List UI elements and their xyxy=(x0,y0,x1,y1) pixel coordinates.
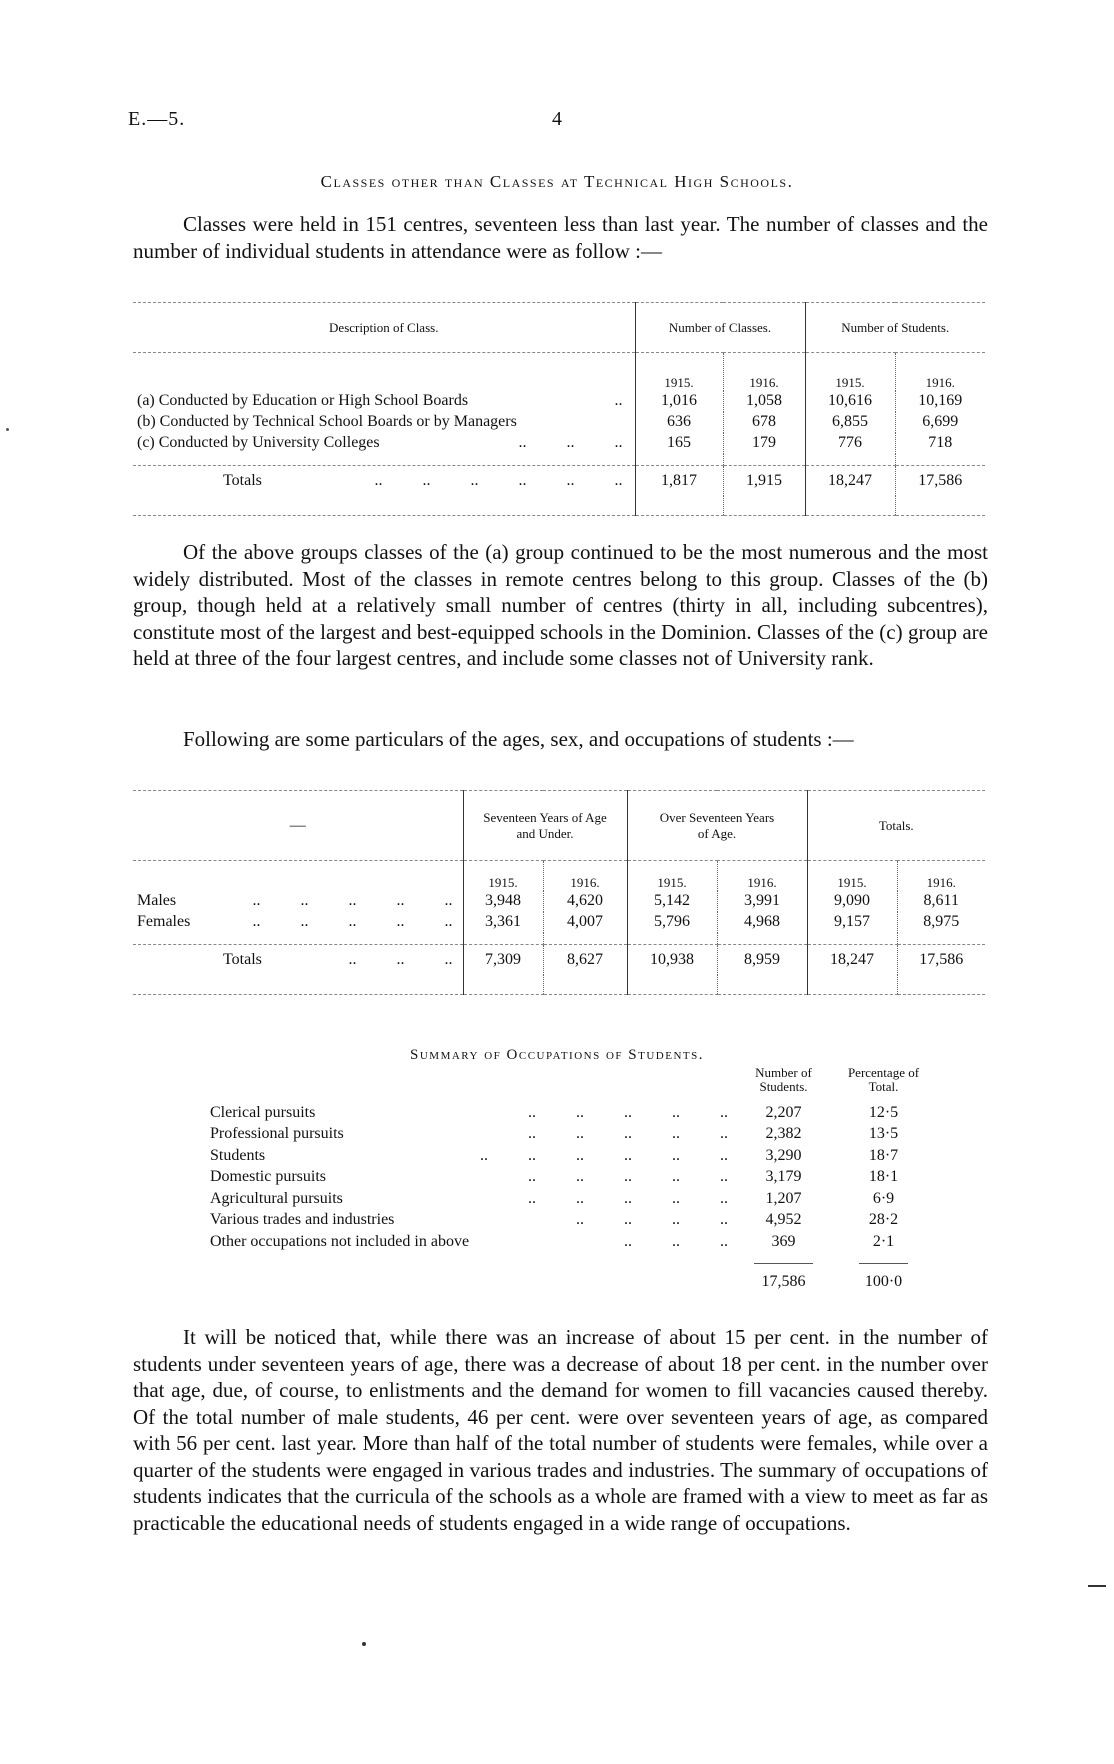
cell: 4,952 xyxy=(765,1211,802,1229)
cell: 8,975 xyxy=(897,912,985,933)
col-number-of-classes: Number of Classes. xyxy=(635,303,805,353)
cell: 2·1 xyxy=(872,1232,895,1250)
document-reference: E.—5. xyxy=(128,108,186,130)
section-title xyxy=(0,172,1114,192)
table-header-row xyxy=(133,791,985,861)
col-number-of-students: Number of Students. xyxy=(755,1065,812,1094)
cell: 8,611 xyxy=(897,891,985,912)
dot-leader: .. .. .. .. .. xyxy=(528,1168,728,1186)
row-label: (a) Conducted by Education or High School Boards xyxy=(137,392,469,409)
cell: 10,616 xyxy=(805,391,895,412)
year-row xyxy=(133,353,985,391)
cell: 3,290 xyxy=(765,1146,802,1164)
following-paragraph xyxy=(133,726,988,753)
totals-row xyxy=(133,945,985,975)
cell: 13·5 xyxy=(868,1125,899,1143)
table-row xyxy=(206,1167,936,1189)
cell: 6·9 xyxy=(872,1189,895,1207)
table-row xyxy=(206,1231,936,1253)
dot-leader: .. xyxy=(614,392,623,409)
row-label: Agricultural pursuits xyxy=(210,1189,343,1207)
table-row xyxy=(133,412,985,433)
cell: 6,699 xyxy=(895,412,985,433)
year-label: 1916. xyxy=(723,353,805,391)
table-row xyxy=(133,433,985,454)
ages-sex-table xyxy=(133,790,985,995)
cell: 369 xyxy=(771,1232,796,1250)
intro-text: Classes were held in 151 centres, seventeen less than last year. The number of classes and the number of individual students in attendance were as follow :— xyxy=(133,212,988,263)
cell: 4,007 xyxy=(543,912,627,933)
table-row xyxy=(206,1210,936,1232)
cell: 10,938 xyxy=(627,945,717,975)
dot-leader: .. .. .. .. .. xyxy=(252,913,453,930)
dot-leader: .. .. .. .. .. xyxy=(528,1189,728,1207)
dot-leader: .. .. .. xyxy=(624,1232,728,1250)
cell: 10,169 xyxy=(895,391,985,412)
section-title-text: Classes other than Classes at Technical High Schools. xyxy=(320,172,794,191)
cell: 9,157 xyxy=(807,912,897,933)
totals-label: Totals xyxy=(223,950,262,968)
margin-dash xyxy=(1088,1585,1106,1587)
year-label: 1915. xyxy=(463,861,543,891)
cell: 18,247 xyxy=(805,466,895,496)
summary-title xyxy=(0,1047,1114,1064)
cell: 1,016 xyxy=(635,391,723,412)
sum-rule xyxy=(859,1263,908,1264)
year-label: 1915. xyxy=(805,353,895,391)
cell: 179 xyxy=(723,433,805,454)
dot-leader: .. .. .. .. .. xyxy=(252,892,453,909)
row-label: (b) Conducted by Technical School Boards or by Managers xyxy=(137,413,517,430)
table-header-row xyxy=(206,1066,936,1102)
col-number-of-students: Number of Students. xyxy=(805,303,985,353)
table-row xyxy=(206,1188,936,1210)
table-row xyxy=(133,891,985,912)
cell: 18·7 xyxy=(868,1146,899,1164)
intro-paragraph xyxy=(133,211,988,264)
dot-leader: .. .. .. xyxy=(518,434,623,451)
cell: 718 xyxy=(895,433,985,454)
col-blank: — xyxy=(133,791,463,861)
table-row xyxy=(133,391,985,412)
cell: 12·5 xyxy=(868,1103,899,1121)
col-description: Description of Class. xyxy=(133,303,635,353)
summary-title-text: Summary of Occupations of Students. xyxy=(410,1047,704,1063)
cell: 5,142 xyxy=(627,891,717,912)
groups-text: Of the above groups classes of the (a) group continued to be the most numerous and the most widely distributed. Most of the classes in remote centres belong to this group. Classes of the (b) group, though held at a relatively small number of centres (thirty in all, including subcentres), constitute most of the largest and best-equipped schools in the Dominion. Classes of the (c) group are held at three of the four largest centres, and include some classes not of University rank. xyxy=(133,540,988,670)
row-label: Other occupations not included in above xyxy=(210,1232,470,1250)
cell: 5,796 xyxy=(627,912,717,933)
cell: 4,620 xyxy=(543,891,627,912)
row-label: Clerical pursuits xyxy=(210,1103,316,1121)
margin-dot xyxy=(6,428,9,431)
year-label: 1916. xyxy=(897,861,985,891)
cell: 28·2 xyxy=(868,1211,899,1229)
sum-rule xyxy=(754,1263,813,1264)
page-number: 4 xyxy=(552,108,562,130)
page-dot xyxy=(362,1642,366,1646)
col-totals: Totals. xyxy=(807,791,985,861)
year-label: 1915. xyxy=(807,861,897,891)
cell: 3,361 xyxy=(463,912,543,933)
col-over-seventeen: Over Seventeen Years of Age. xyxy=(627,791,807,861)
cell: 1,058 xyxy=(723,391,805,412)
conclusion-paragraph xyxy=(133,1324,988,1536)
totals-row xyxy=(133,466,985,496)
table-row xyxy=(206,1124,936,1146)
cell: 678 xyxy=(723,412,805,433)
dot-leader: .. .. .. .. .. xyxy=(528,1125,728,1143)
table-row xyxy=(133,912,985,933)
cell: 8,959 xyxy=(717,945,807,975)
cell: 3,991 xyxy=(717,891,807,912)
cell: 17,586 xyxy=(895,466,985,496)
cell: 8,627 xyxy=(543,945,627,975)
cell: 17,586 xyxy=(897,945,985,975)
totals-label: Totals xyxy=(223,471,262,489)
dot-leader: .. .. .. .. .. .. xyxy=(480,1146,728,1164)
col-seventeen-and-under: Seventeen Years of Age and Under. xyxy=(463,791,627,861)
dot-leader: .. .. .. .. .. .. xyxy=(374,471,623,489)
year-label: 1915. xyxy=(627,861,717,891)
total-number: 17,586 xyxy=(761,1272,806,1290)
cell: 636 xyxy=(635,412,723,433)
cell: 3,179 xyxy=(765,1168,802,1186)
groups-paragraph xyxy=(133,539,988,672)
cell: 4,968 xyxy=(717,912,807,933)
year-row xyxy=(133,861,985,891)
classes-table xyxy=(133,302,985,516)
cell: 9,090 xyxy=(807,891,897,912)
cell: 1,915 xyxy=(723,466,805,496)
cell: 6,855 xyxy=(805,412,895,433)
cell: 2,207 xyxy=(765,1103,802,1121)
totals-row xyxy=(206,1269,936,1295)
row-label: Students xyxy=(210,1146,266,1164)
dot-leader: .. .. .. xyxy=(348,950,453,968)
table-row xyxy=(206,1102,936,1124)
dot-leader: .. .. .. .. xyxy=(576,1211,728,1229)
year-label: 1916. xyxy=(543,861,627,891)
cell: 2,382 xyxy=(765,1125,802,1143)
year-label: 1915. xyxy=(635,353,723,391)
row-label: Professional pursuits xyxy=(210,1125,344,1143)
row-label: Males xyxy=(137,892,177,909)
cell: 776 xyxy=(805,433,895,454)
occupations-table xyxy=(206,1066,936,1295)
total-percent: 100·0 xyxy=(864,1272,903,1290)
conclusion-text: It will be noticed that, while there was an increase of about 15 per cent. in the number of students under seventeen years of age, there was a decrease of about 18 per cent. in the number over that age, due, of course, to enlistments and the demand for women to fill vacancies caused thereby. Of the total number of male students, 46 per cent. were over seventeen years of age, as compared with 56 per cent. last year. More than half of the total number of students were females, while over a quarter of the students were engaged in various trades and industries. The summary of occupations of students indicates that the curricula of the schools as a whole are framed with a view to meet as far as practicable the educational needs of students engaged in a wide range of occupations. xyxy=(133,1325,988,1535)
cell: 1,207 xyxy=(765,1189,802,1207)
table-header-row xyxy=(133,303,985,353)
cell: 7,309 xyxy=(463,945,543,975)
year-label: 1916. xyxy=(717,861,807,891)
row-label: Females xyxy=(137,913,191,930)
row-label: Domestic pursuits xyxy=(210,1168,326,1186)
cell: 18·1 xyxy=(868,1168,899,1186)
cell: 18,247 xyxy=(807,945,897,975)
dot-leader: .. .. .. .. .. xyxy=(528,1103,728,1121)
table-row xyxy=(206,1145,936,1167)
row-label: (c) Conducted by University Colleges xyxy=(137,434,380,451)
cell: 165 xyxy=(635,433,723,454)
cell: 3,948 xyxy=(463,891,543,912)
row-label: Various trades and industries xyxy=(210,1211,395,1229)
cell: 1,817 xyxy=(635,466,723,496)
following-text: Following are some particulars of the ages, sex, and occupations of students :— xyxy=(183,727,854,751)
year-label: 1916. xyxy=(895,353,985,391)
col-percentage-of-total: Percentage of Total. xyxy=(847,1065,920,1094)
